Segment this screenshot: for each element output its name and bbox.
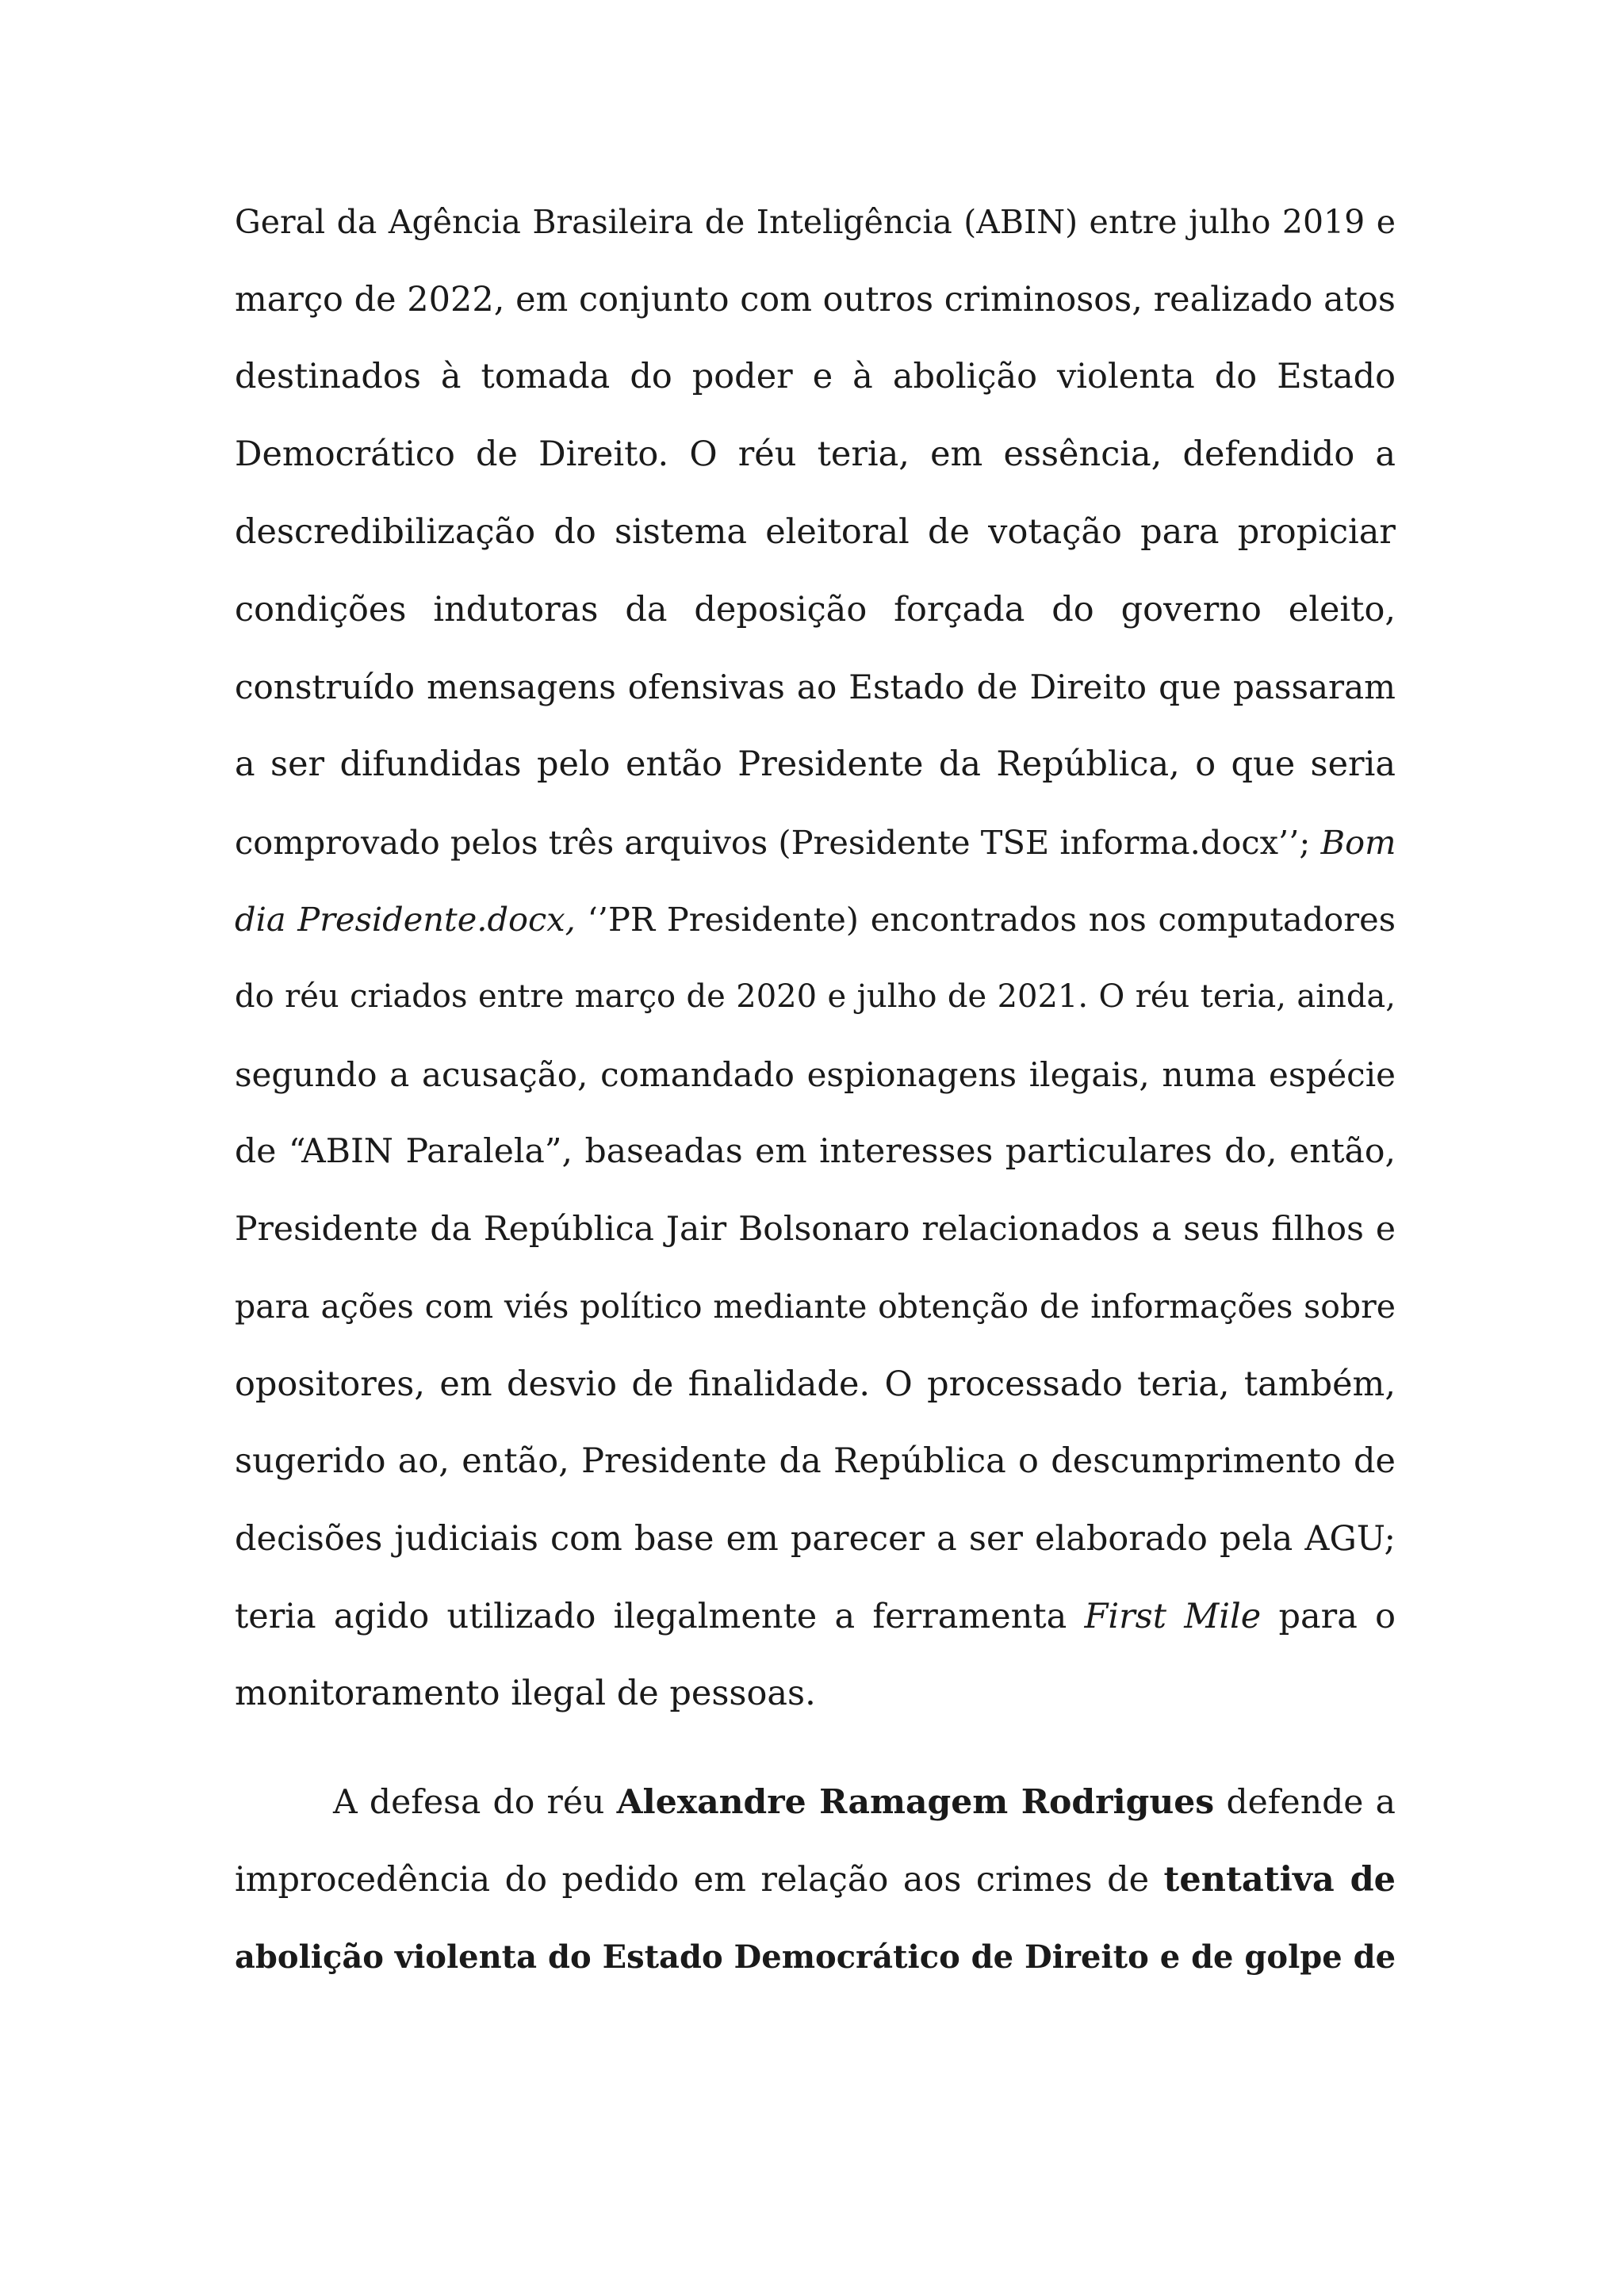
bold-run: abolição violenta do Estado Democrático de Direito e de golpe de (235, 1938, 1396, 1976)
text-line: destinados à tomada do poder e à abolição violenta do Estado (235, 357, 1396, 397)
text-line: segundo a acusação, comandado espionagens ilegais, numa espécie (235, 1054, 1396, 1094)
text-line: construído mensagens ofensivas ao Estado de Direito que passaram (235, 668, 1396, 707)
italic-run: First Mile (1084, 1596, 1262, 1636)
text-run: improcedência do pedido em relação aos crimes de (235, 1859, 1150, 1900)
text-line: março de 2022, em conjunto com outros criminosos, realizado atos (235, 279, 1396, 320)
text-line (235, 1764, 1396, 1842)
defendant-name: Alexandre Ramagem Rodrigues (616, 1782, 1215, 1823)
text-run: comprovado pelos três arquivos (Presidente TSE informa.docx’’; (235, 822, 1311, 862)
text-line: Democrático de Direito. O réu teria, em essência, defendido a (235, 434, 1396, 475)
text-run: para o (1278, 1596, 1396, 1636)
bold-run: tentativa de (1163, 1859, 1396, 1900)
text-line: sugerido ao, então, Presidente da República o descumprimento de (235, 1441, 1396, 1482)
text-line: condições indutoras da deposição forçada do governo eleito, (235, 589, 1396, 629)
text-run: teria agido utilizado ilegalmente a ferramenta (235, 1596, 1067, 1636)
text-line (235, 1919, 1396, 1997)
italic-run: Bom (1320, 822, 1396, 862)
text-line: monitoramento ilegal de pessoas. (235, 1674, 816, 1714)
text-line: a ser difundidas pelo então Presidente da República, o que seria (235, 744, 1396, 784)
text-run: A defesa do réu (333, 1783, 605, 1823)
text-line: para ações com viés político mediante obtenção de informações sobre (235, 1287, 1396, 1326)
text-line: Presidente da República Jair Bolsonaro relacionados a seus filhos e (235, 1210, 1396, 1249)
text-line: opositores, em desvio de finalidade. O processado teria, também, (235, 1364, 1396, 1404)
text-line: de “ABIN Paralela”, baseadas em interesses particulares do, então, (235, 1132, 1396, 1172)
text-line: descredibilização do sistema eleitoral de votação para propiciar (235, 511, 1396, 552)
text-line (235, 1842, 1396, 1919)
text-run: ‘’PR Presidente) encontrados nos computadores (587, 900, 1396, 939)
text-line: do réu criados entre março de 2020 e julho de 2021. O réu teria, ainda, (235, 978, 1396, 1016)
text-line (235, 804, 1396, 882)
text-line: decisões judiciais com base em parecer a ser elaborado pela AGU; (235, 1518, 1396, 1559)
paragraph-2 (235, 1764, 1396, 1997)
text-line: Geral da Agência Brasileira de Inteligência (ABIN) entre julho 2019 e (235, 203, 1396, 241)
italic-run: dia Presidente.docx, (235, 900, 576, 939)
text-line (235, 881, 1396, 959)
text-run: defende a (1226, 1783, 1396, 1823)
paragraph-1 (235, 184, 1396, 1733)
document-body (235, 184, 1396, 1997)
text-line (235, 1578, 1396, 1656)
